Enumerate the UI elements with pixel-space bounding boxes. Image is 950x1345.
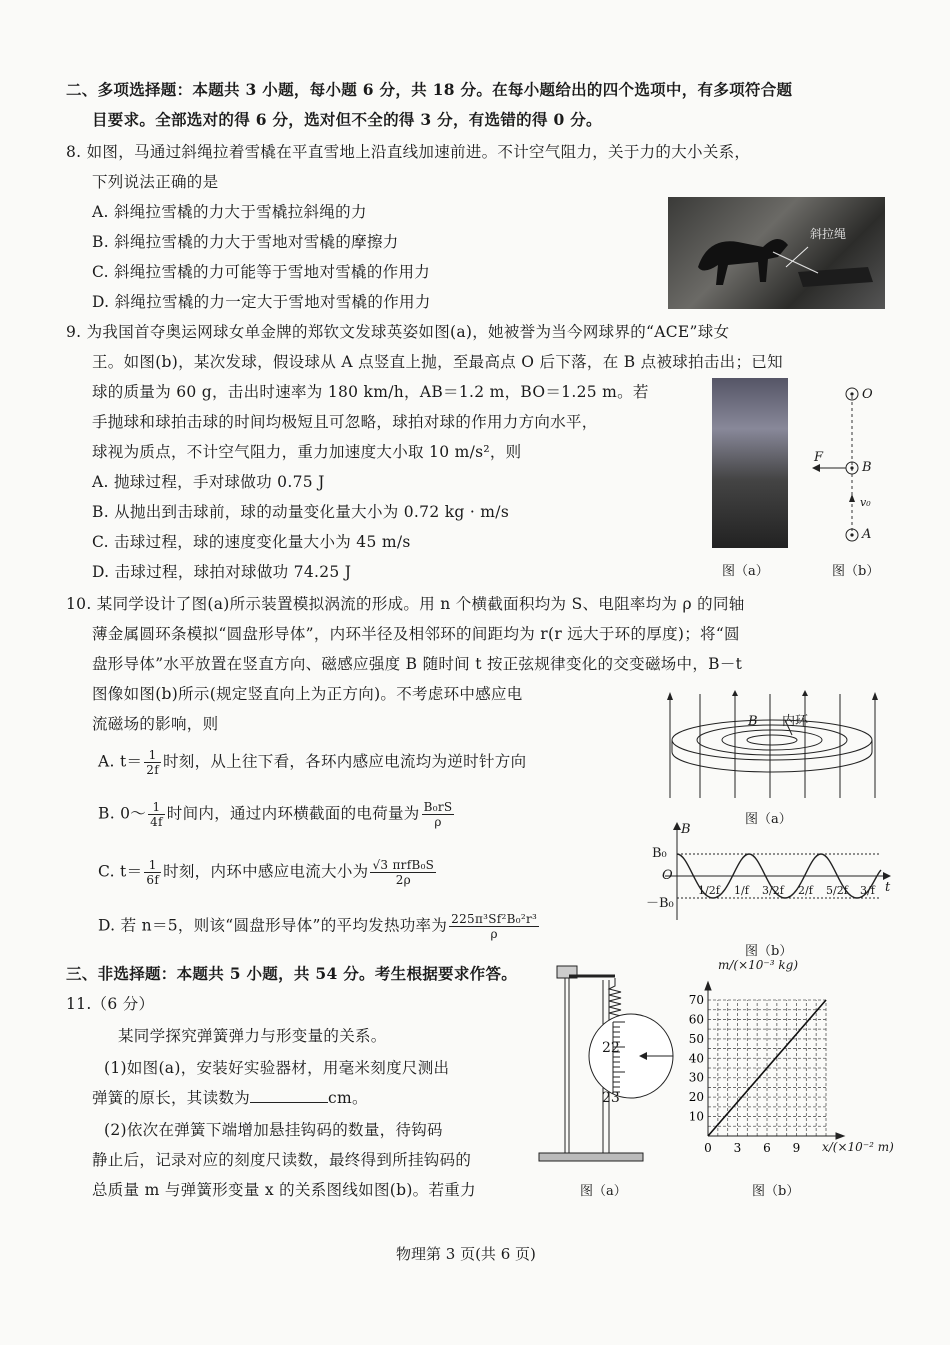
q8-option-c: C. 斜绳拉雪橇的力可能等于雪地对雪橇的作用力 [92, 263, 431, 281]
q11-part2-cont2: 总质量 m 与弹簧形变量 x 的关系图线如图(b)。若重力 [92, 1181, 476, 1199]
q9-fig-a-caption: 图（a） [722, 564, 769, 579]
section3-header: 三、非选择题：本题共 5 小题，共 54 分。考生根据要求作答。 [66, 964, 518, 983]
q10-axis-b: B [681, 822, 691, 837]
q10-tick-4: 2/f [798, 884, 813, 897]
q8-rope-label: 斜拉绳 [810, 227, 847, 241]
q9-option-d: D. 击球过程，球拍对球做功 74.25 J [92, 563, 352, 581]
q11-scale-23: 23 [602, 1090, 620, 1106]
chart-ytick-label: 40 [688, 1051, 704, 1066]
q9-point-a: A [862, 527, 872, 542]
q8-stem-cont: 下列说法正确的是 [92, 173, 219, 191]
chart-xlabel: x/(×10⁻² m) [822, 1140, 894, 1154]
q10-tick-2: 1/f [734, 884, 749, 897]
q11-number: 11.（6 分） [66, 995, 155, 1013]
q9-option-b: B. 从抛出到击球前，球的动量变化量大小为 0.72 kg · m/s [92, 503, 510, 521]
q9-stem-1: 9. 为我国首夺奥运网球女单金牌的郑钦文发球英姿如图(a)，她被誉为当今网球界的“ACE”球女 [66, 323, 730, 341]
q10-neg-b0-label: －B₀ [646, 896, 674, 911]
chart-y-arrow [705, 982, 711, 990]
q10-option-d: D. 若 n＝5，则该“圆盘形导体”的平均发热功率为 $\frac{\text{225π³Sf²B₀²r³}}{\rho}$ [98, 912, 538, 941]
q9-option-a: A. 抛球过程，手对球做功 0.75 J [92, 473, 325, 491]
q9-stem-5: 球视为质点，不计空气阻力，重力加速度大小取 10 m/s²，则 [92, 443, 522, 461]
q10-axis-t: t [885, 880, 891, 895]
q10-stem-3: 盘形导体”水平放置在竖直方向、磁感应强度 B 随时间 t 按正弦规律变化的交变磁场中，B－t [92, 655, 743, 673]
q11-fig-a-caption: 图（a） [580, 1184, 627, 1199]
page-footer: 物理第 3 页(共 6 页) [396, 1245, 536, 1263]
q10-inner-ring-label: 内环 [782, 714, 809, 729]
section2-header: 二、多项选择题：本题共 3 小题，每小题 6 分，共 18 分。在每小题给出的四个选项中，有多项符合题 [66, 80, 793, 99]
q10-tick-5: 5/2f [826, 884, 848, 897]
chart-xtick-label: 9 [792, 1141, 801, 1155]
q10-tick-6: 3/f [860, 884, 875, 897]
chart-ytick-label: 30 [688, 1070, 704, 1085]
q9-point-o: O [862, 387, 873, 402]
q10-option-c: C. t＝ $\frac{1}{6f}$ 时刻，内环中感应电流大小为 $\frac{\text{√3 πrfB₀S}}{2\rho}$ [98, 858, 435, 887]
chart-ytick-label: 70 [688, 993, 704, 1007]
q10-stem-1: 10. 某同学设计了图(a)所示装置模拟涡流的形成。用 n 个横截面积均为 S、电阻率均为 ρ 的同轴 [66, 595, 745, 613]
q8-option-b: B. 斜绳拉雪橇的力大于雪地对雪橇的摩擦力 [92, 233, 399, 251]
q10-stem-2: 薄金属圆环条模拟“圆盘形导体”，内环半径及相邻环的间距均为 r(r 远大于环的厚度)；将“圆 [92, 625, 740, 643]
q10-fig-b-caption: 图（b） [745, 944, 793, 959]
q10-stem-4: 图像如图(b)所示(规定竖直向上为正方向)。不考虑环中感应电 [92, 685, 523, 703]
chart-x-arrow [836, 1133, 844, 1139]
q8-horse-silhouette [668, 197, 885, 309]
q10-tick-3: 3/2f [762, 884, 784, 897]
q9-force-f: F [814, 450, 824, 465]
q11-part2: (2)依次在弹簧下端增加悬挂钩码的数量，待钩码 [104, 1121, 443, 1139]
q10-stem-5: 流磁场的影响，则 [92, 715, 219, 733]
chart-ytick-label: 20 [688, 1090, 704, 1105]
q8-option-d: D. 斜绳拉雪橇的力一定大于雪地对雪橇的作用力 [92, 293, 431, 311]
q9-fig-b-caption: 图（b） [832, 564, 880, 579]
q10-option-a: A. t＝ $\frac{1}{2f}$ 时刻，从上往下看，各环内感应电流均为逆时针方向 [98, 748, 527, 777]
q11-fig-b-chart [680, 960, 910, 1170]
q10-fig-a-caption: 图（a） [745, 812, 792, 827]
chart-xtick-label: 3 [733, 1141, 742, 1155]
q9-point-b: B [862, 460, 872, 475]
chart-xtick-label: 6 [763, 1141, 771, 1155]
q11-part2-cont1: 静止后，记录对应的刻度尺读数，最终得到所挂钩码的 [92, 1151, 472, 1169]
q11-scale-22: 22 [602, 1040, 620, 1056]
q11-fig-b-caption: 图（b） [752, 1184, 800, 1199]
q9-stem-4: 手抛球和球拍击球的时间均极短且可忽略，球拍对球的作用力方向水平， [92, 413, 598, 431]
chart-ytick-label: 10 [688, 1109, 704, 1124]
q11-part1-cont: 弹簧的原长，其读数为 cm。 [92, 1089, 368, 1107]
q9-fig-b-diagram [800, 378, 900, 553]
q10-origin: O [662, 868, 673, 883]
chart-ytick-label: 50 [688, 1031, 704, 1046]
q9-option-c: C. 击球过程，球的速度变化量大小为 45 m/s [92, 533, 411, 551]
q9-stem-2: 王。如图(b)，某次发球，假设球从 A 点竖直上抛，至最高点 O 后下落，在 B 点被球拍击出；已知 [92, 353, 783, 371]
q10-fig-a-rings [660, 690, 890, 805]
q9-tennis-photo [712, 378, 788, 548]
q9-stem-3: 球的质量为 60 g，击出时速率为 180 km/h，AB＝1.2 m，BO＝1.25 m。若 [92, 383, 649, 401]
q10-tick-1: 1/2f [698, 884, 720, 897]
chart-ylabel: m/(×10⁻³ kg) [718, 958, 799, 972]
q11-answer-blank[interactable] [250, 1090, 328, 1103]
chart-ytick-label: 60 [688, 1012, 704, 1027]
section2-header-cont: 目要求。全部选对的得 6 分，选对但不全的得 3 分，有选错的得 0 分。 [92, 110, 602, 129]
q8-horse-sled-photo [668, 197, 885, 309]
q10-option-b: B. 0～ $\frac{1}{4f}$ 时间内，通过内环横截面的电荷量为 $\frac{\text{B₀rS}}{\rho}$ [98, 800, 453, 829]
q10-b0-label: B₀ [652, 846, 667, 861]
q10-fig-a-b-label: B [748, 714, 758, 729]
q9-velocity-v0: v₀ [860, 496, 871, 509]
q11-part1: (1)如图(a)，安装好实验器材，用毫米刻度尺测出 [104, 1059, 450, 1077]
q8-option-a: A. 斜绳拉雪橇的力大于雪橇拉斜绳的力 [92, 203, 367, 221]
q8-stem: 8. 如图，马通过斜绳拉着雪橇在平直雪地上沿直线加速前进。不计空气阻力，关于力的大小关系， [66, 143, 751, 161]
q11-intro: 某同学探究弹簧弹力与形变量的关系。 [118, 1027, 387, 1045]
q11-fig-a-apparatus [535, 958, 675, 1168]
chart-xtick-label: 0 [704, 1141, 712, 1155]
